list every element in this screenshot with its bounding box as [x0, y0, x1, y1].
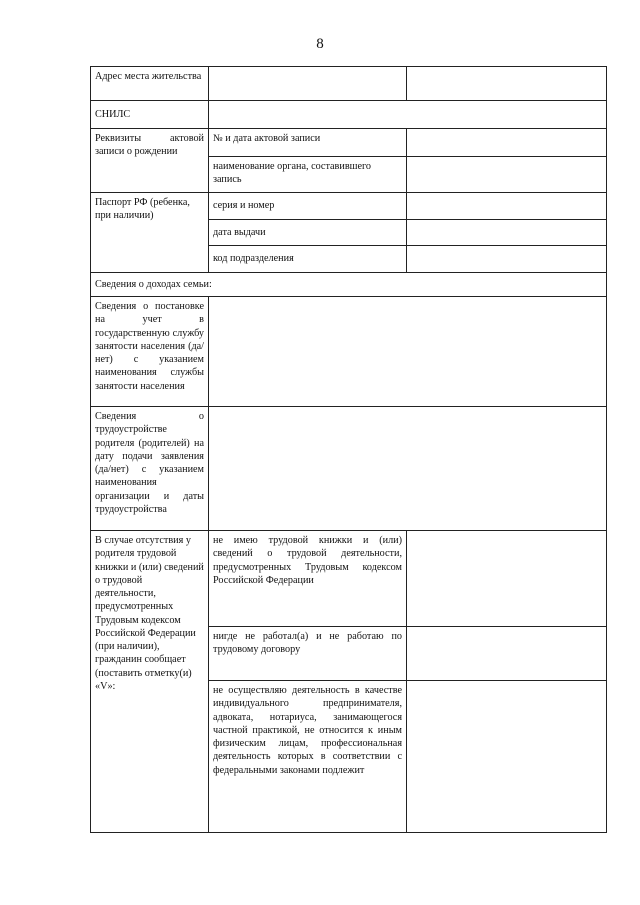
job-placement-label: Сведения о трудоустройстве родителя (родителей) на дату подачи заявления (да/нет) с указанием наименования организации и даты трудоустройства — [91, 407, 209, 531]
snils-field[interactable] — [209, 101, 607, 129]
row-income-header — [91, 273, 607, 297]
passport-code-label: код подразделения — [209, 246, 407, 273]
passport-series-label: серия и номер — [209, 193, 407, 220]
employment-service-label: Сведения о постановке на учет в государственную службу занятости населения (да/нет) с указанием наименования службы занятости населения — [91, 297, 209, 407]
no-workbook-option-2-mark[interactable] — [407, 627, 607, 681]
row-address — [91, 67, 607, 101]
row-snils — [91, 101, 607, 129]
birth-record-label: Реквизиты актовой записи о рождении — [91, 129, 209, 193]
row-job-placement — [91, 407, 607, 531]
birth-record-authority-label: наименование органа, составившего запись — [209, 157, 407, 193]
passport-date-field[interactable] — [407, 220, 607, 246]
passport-series-field[interactable] — [407, 193, 607, 220]
address-label: Адрес места жительства — [91, 67, 209, 101]
passport-date-label: дата выдачи — [209, 220, 407, 246]
row-birth-record-number — [91, 129, 607, 157]
income-header-label: Сведения о доходах семьи: — [91, 273, 607, 297]
birth-record-authority-field[interactable] — [407, 157, 607, 193]
passport-label: Паспорт РФ (ребенка, при наличии) — [91, 193, 209, 273]
no-workbook-label: В случае отсутствия у родителя трудовой книжки и (или) сведений о трудовой деятельности, предусмотренных Трудовым кодексом Российской Федерации (при наличии), гражданин сообщает (поставить отметку(и) «V»: — [91, 531, 209, 833]
page-number: 8 — [316, 36, 324, 52]
address-field-1[interactable] — [209, 67, 407, 101]
passport-code-field[interactable] — [407, 246, 607, 273]
no-workbook-option-1-mark[interactable] — [407, 531, 607, 627]
birth-record-number-label: № и дата актовой записи — [209, 129, 407, 157]
snils-label: СНИЛС — [91, 101, 209, 129]
application-form-table — [90, 66, 607, 833]
birth-record-number-field[interactable] — [407, 129, 607, 157]
no-workbook-option-2-label: нигде не работал(а) и не работаю по трудовому договору — [209, 627, 407, 681]
row-no-workbook-option-1 — [91, 531, 607, 627]
row-employment-service — [91, 297, 607, 407]
no-workbook-option-3-label: не осуществляю деятельность в качестве индивидуального предпринимателя, адвоката, нотариуса, занимающегося частной практикой, не относится к иным физическим лицам, профессиональная деятельность которых в соответствии с федеральными законами подлежит — [209, 681, 407, 833]
job-placement-field[interactable] — [209, 407, 607, 531]
address-field-2[interactable] — [407, 67, 607, 101]
row-passport-series — [91, 193, 607, 220]
no-workbook-option-1-label: не имею трудовой книжки и (или) сведений о трудовой деятельности, предусмотренных Трудовым кодексом Российской Федерации — [209, 531, 407, 627]
no-workbook-option-3-mark[interactable] — [407, 681, 607, 833]
employment-service-field[interactable] — [209, 297, 607, 407]
